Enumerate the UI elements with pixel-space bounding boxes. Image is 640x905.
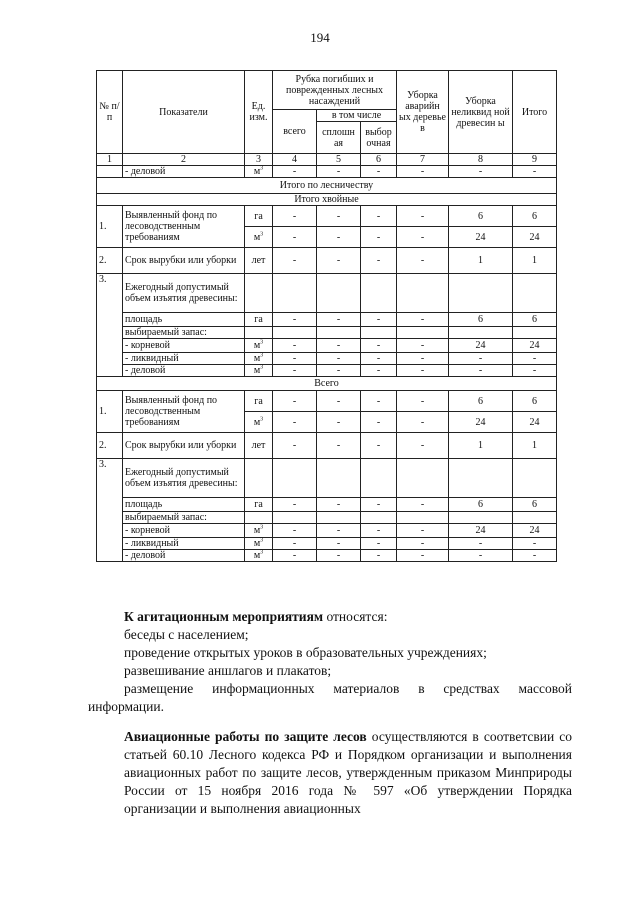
list-item: беседы с населением;	[124, 627, 249, 642]
table-row: 3. Ежегодный допустимый объем изъятия древесины:	[97, 274, 557, 313]
aviation-paragraph: Авиационные работы по защите лесов осуществляются в соответсвии со статьей 60.10 Лесного кодекса РФ и Порядком организации и выполнения авиационных работ по защите лесов, утвержденным приказом Минприроды России от 15 ноября 2016 года № 597 «Об утверждении Порядка организации и выполнения авиационных	[124, 729, 573, 816]
header-total-sub: всего	[273, 110, 317, 154]
list-item: информации.	[88, 699, 164, 714]
table-row: - корневой $м^3$ - - - - 24 24	[97, 524, 557, 538]
header-total: Итого	[513, 71, 557, 154]
table-row: 3. Ежегодный допустимый объем изъятия древесины:	[97, 459, 557, 498]
table-row: 1. Выявленный фонд по лесоводственным требованиям га - - - - 6 6	[97, 391, 557, 412]
section-title: Всего	[97, 377, 557, 391]
col-number-row	[97, 154, 557, 166]
header-selective: выбор очная	[361, 122, 397, 154]
table-row: $м^3$ - - - - 24 24	[97, 412, 557, 433]
section-title: Итого хвойные	[97, 194, 557, 206]
col-number: 4	[273, 154, 317, 166]
agitation-intro: К агитационным мероприятиям относятся:	[124, 609, 388, 624]
table-row: выбираемый запас:	[97, 327, 557, 339]
col-number: 8	[449, 154, 513, 166]
section-title: Итого по лесничеству	[97, 178, 557, 194]
table-row: 2. Срок вырубки или уборки лет - - - - 1 1	[97, 433, 557, 459]
page-number: 194	[310, 30, 330, 45]
list-item: размещение информационных материалов в средствах массовой	[124, 681, 572, 696]
header-unit: Ед. изм.	[245, 71, 273, 154]
table-row: $м^3$ - - - - 24 24	[97, 227, 557, 248]
header-solid: сплошн ая	[317, 122, 361, 154]
table-row: - ликвидный $м^3$ - - - - - -	[97, 538, 557, 550]
table-row: площадь га - - - - 6 6	[97, 498, 557, 512]
col-number: 2	[123, 154, 245, 166]
col-number: 1	[97, 154, 123, 166]
header-indicators: Показатели	[123, 71, 245, 154]
agitation-section	[88, 608, 572, 716]
table-row: - ликвидный $м^3$ - - - - - -	[97, 353, 557, 365]
aviation-section	[88, 728, 572, 818]
table-row: 2. Срок вырубки или уборки лет - - - - 1 1	[97, 248, 557, 274]
col-number: 3	[245, 154, 273, 166]
header-emergency: Уборка аварийн ых деревье в	[397, 71, 449, 154]
header-num: № п/п	[97, 71, 123, 154]
table-row: - деловой $м^3$ - - - - - -	[97, 550, 557, 562]
list-item: проведение открытых уроков в образовательных учреждениях;	[124, 645, 487, 660]
col-number: 5	[317, 154, 361, 166]
table-row: 1. Выявленный фонд по лесоводственным требованиям га - - - - 6 6	[97, 206, 557, 227]
table-row: - деловой $м^3$ - - - - - -	[97, 365, 557, 377]
forest-works-table	[96, 70, 557, 562]
table-row: - корневой $м^3$ - - - - 24 24	[97, 339, 557, 353]
table-row: - деловой $м^3$ - - - - - -	[97, 166, 557, 178]
header-cutting-group: Рубка погибших и поврежденных лесных насаждений	[273, 71, 397, 110]
col-number: 9	[513, 154, 557, 166]
col-number: 7	[397, 154, 449, 166]
list-item: развешивание аншлагов и плакатов;	[124, 663, 332, 678]
table-row: площадь га - - - - 6 6	[97, 313, 557, 327]
col-number: 6	[361, 154, 397, 166]
header-illiquid: Уборка неликвид ной древесин ы	[449, 71, 513, 154]
table-row: выбираемый запас:	[97, 512, 557, 524]
header-incl: в том числе	[317, 110, 397, 122]
